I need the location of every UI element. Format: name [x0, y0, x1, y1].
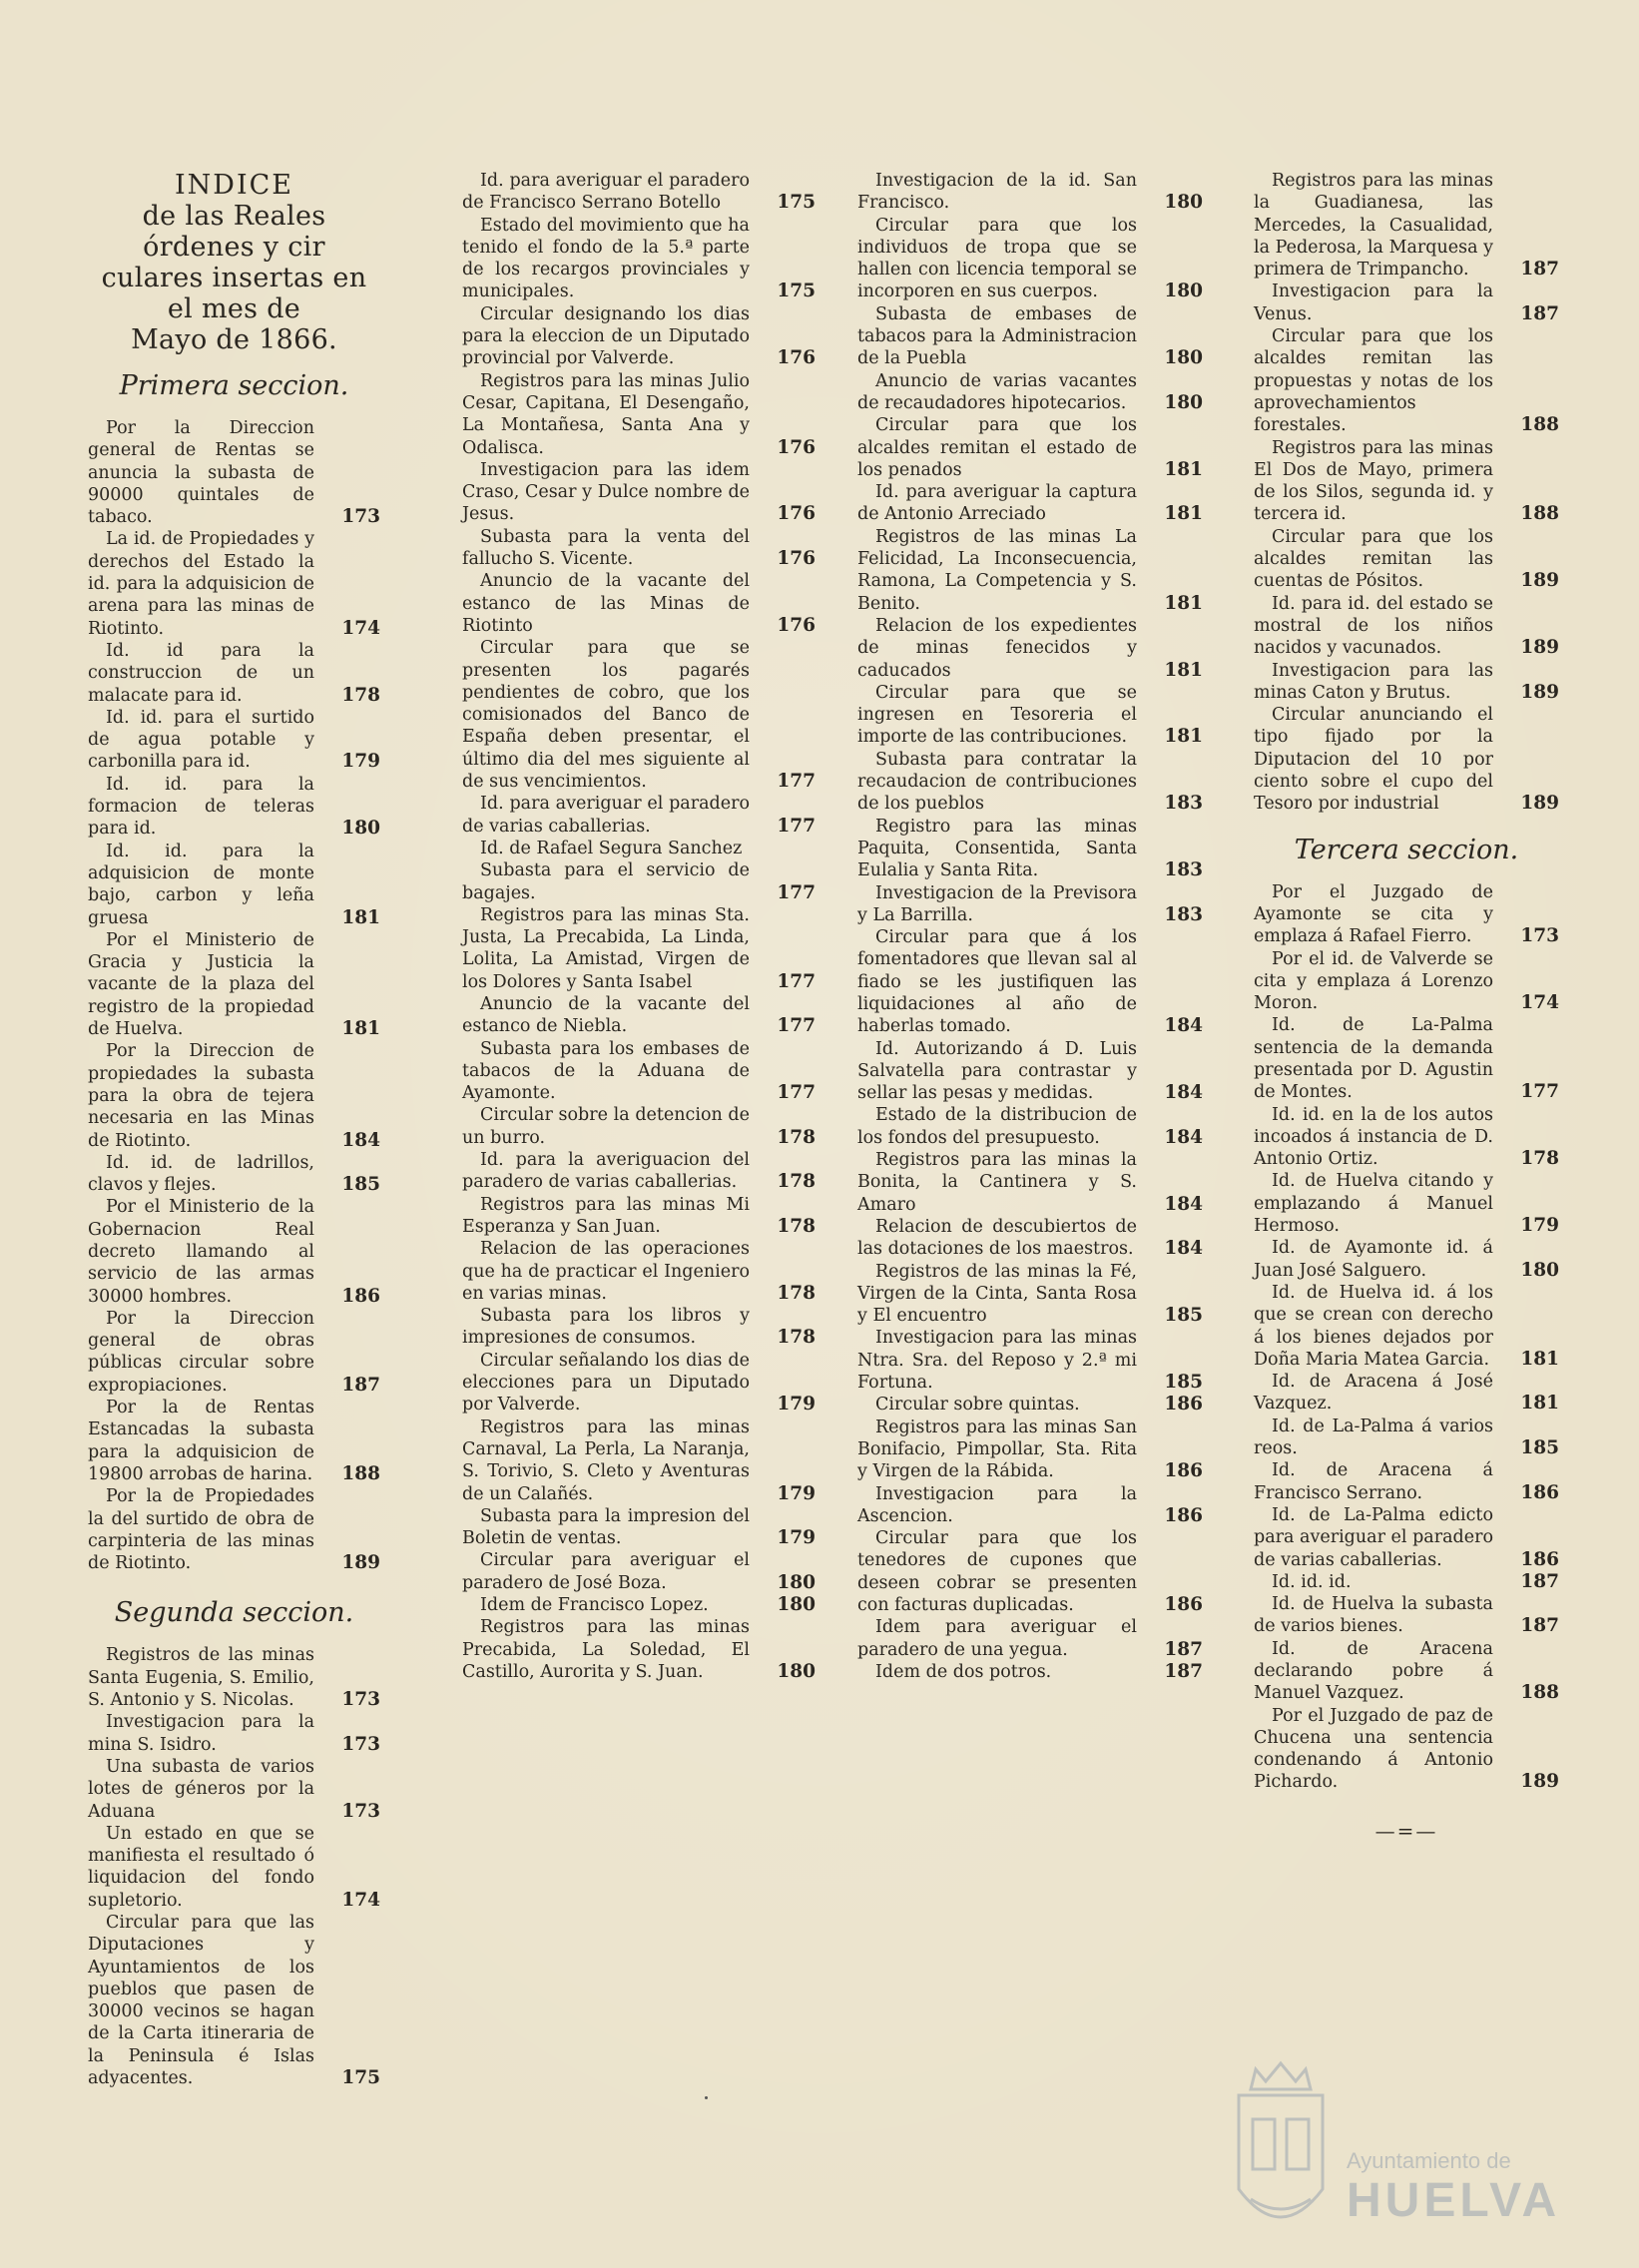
entry-text: Subasta para la venta del fallucho S. Vicente.	[462, 526, 750, 570]
entry-page-number: 181	[341, 906, 380, 928]
index-entry	[857, 1261, 1203, 1328]
entry-page-number: 186	[1520, 1481, 1559, 1503]
index-entry	[88, 1308, 380, 1397]
entry-text: Circular señalando los dias de elecciones para un Diputado por Valverde.	[462, 1350, 750, 1416]
entry-text: Circular para que se presenten los pagarés pendientes de cobro, que los comisionados del Banco de España deben presentar, el último dia del mes siguiente al de sus vencimientos.	[462, 638, 750, 793]
index-entry	[1254, 593, 1559, 660]
entry-text: Circular sobre quintas.	[875, 1395, 1080, 1416]
index-entry	[857, 1616, 1203, 1661]
entry-text: Investigacion de la id. San Francisco.	[857, 171, 1137, 214]
entry-page-number: 184	[1164, 1015, 1203, 1037]
entry-text: Por el Ministerio de Gracia y Justicia la vacante de la plaza del registro de la propiedad de Huelva.	[88, 929, 314, 1040]
entry-page-number: 186	[1164, 1460, 1203, 1482]
index-entry	[1254, 1371, 1559, 1416]
entry-list-col4-segunda	[1254, 170, 1559, 816]
entry-text: Anuncio de varias vacantes de recaudadores hipotecarios.	[857, 370, 1137, 413]
entry-page-number: 179	[341, 751, 380, 773]
entry-text: Por la Direccion de propiedades la subasta para la obra de tejera necesaria en las Minas de Riotinto.	[88, 1041, 314, 1151]
entry-text: Subasta para la impresion del Boletin de ventas.	[462, 1505, 750, 1549]
entry-text: Estado del movimiento que ha tenido el fondo de la 5.ª parte de los recargos provinciales y municipales.	[462, 215, 750, 302]
entry-text: Subasta para los libros y impresiones de consumos.	[462, 1306, 750, 1349]
entry-page-number: 178	[777, 1282, 816, 1304]
index-entry	[857, 1661, 1203, 1683]
section-heading-tercera: Tercera seccion.	[1294, 834, 1519, 865]
index-entry	[88, 707, 380, 774]
column-2	[462, 170, 816, 1683]
index-entry	[462, 1594, 816, 1616]
entry-list-segunda	[88, 1644, 380, 2089]
index-entry	[88, 1485, 380, 1574]
index-entry	[1254, 704, 1559, 815]
entry-page-number: 188	[1520, 1682, 1559, 1704]
entry-page-number: 175	[341, 2067, 380, 2089]
entry-text: Registros para las minas la Guadianesa, las Mercedes, la Casualidad, la Pederosa, la Marquesa y primera de Trimpancho.	[1254, 171, 1493, 281]
index-entry	[462, 793, 816, 838]
index-entry	[857, 1104, 1203, 1149]
index-entry	[462, 1104, 816, 1149]
index-entry	[857, 1216, 1203, 1261]
entry-text: Id. para averiguar el paradero de Francisco Serrano Botello	[462, 171, 750, 214]
entry-page-number: 189	[1520, 793, 1559, 815]
entry-page-number: 180	[777, 1571, 816, 1593]
entry-text: Id. de Huelva id. á los que se crean con derecho á los bienes dejados por Doña Maria Matea Garcia.	[1254, 1282, 1493, 1370]
index-entry	[857, 1038, 1203, 1105]
title-line-2: de las Reales órdenes y cir	[142, 201, 326, 263]
index-entry	[857, 215, 1203, 303]
index-entry	[88, 774, 380, 841]
index-entry	[1254, 1170, 1559, 1237]
entry-page-number: 187	[1520, 259, 1559, 281]
index-entry	[857, 1483, 1203, 1528]
entry-text: Circular sobre la detencion de un burro.	[462, 1105, 750, 1148]
index-entry	[462, 459, 816, 526]
entry-text: Registros para las minas Mi Esperanza y San Juan.	[462, 1194, 750, 1237]
entry-page-number: 180	[1164, 192, 1203, 214]
index-entry	[1254, 325, 1559, 436]
entry-page-number: 177	[777, 771, 816, 793]
entry-text: Registro para las minas Paquita, Consentida, Santa Eulalia y Santa Rita.	[857, 816, 1137, 881]
index-entry	[462, 1549, 816, 1594]
index-entry	[462, 170, 816, 215]
index-entry	[857, 682, 1203, 749]
index-entry	[88, 929, 380, 1040]
entry-text: Circular para que los alcaldes remitan las propuestas y notas de los aprovechamientos forestales.	[1254, 326, 1493, 436]
index-entry	[1254, 1104, 1559, 1171]
entry-page-number: 177	[1520, 1081, 1559, 1103]
entry-text: Registros para las minas El Dos de Mayo, primera de los Silos, segunda id. y tercera id.	[1254, 437, 1493, 525]
entry-text: Circular para que los individuos de tropa que se hallen con licencia temporal se incorporen en sus cuerpos.	[857, 215, 1137, 302]
entry-page-number: 174	[341, 617, 380, 639]
entry-page-number: 184	[1164, 1082, 1203, 1104]
column-4	[1254, 170, 1559, 1842]
entry-text: Investigacion para las minas Ntra. Sra. del Reposo y 2.ª mi Fortuna.	[857, 1328, 1137, 1394]
index-entry	[88, 1711, 380, 1756]
entry-page-number: 181	[1164, 726, 1203, 748]
entry-page-number: 185	[1164, 1305, 1203, 1327]
index-entry	[462, 1238, 816, 1305]
entry-page-number: 181	[1164, 458, 1203, 480]
paper-speck	[705, 2096, 708, 2099]
entry-page-number: 186	[341, 1285, 380, 1307]
index-entry	[1254, 1014, 1559, 1103]
entry-page-number: 177	[777, 970, 816, 992]
entry-text: Relacion de los expedientes de minas fenecidos y caducados	[857, 615, 1137, 681]
entry-text: Circular para que los tenedores de cupones que deseen cobrar se presenten con facturas duplicadas.	[857, 1528, 1137, 1615]
index-entry	[1254, 660, 1559, 705]
entry-text: Id. para averiguar el paradero de varias caballerias.	[462, 794, 750, 837]
entry-page-number: 178	[777, 1215, 816, 1237]
entry-page-number: 176	[777, 436, 816, 458]
entry-page-number: 177	[777, 1015, 816, 1037]
entry-page-number: 183	[1164, 903, 1203, 925]
index-entry	[1254, 1282, 1559, 1371]
entry-page-number: 173	[341, 1800, 380, 1822]
entry-page-number: 179	[777, 1527, 816, 1549]
index-entry	[462, 526, 816, 571]
watermark-line-2: HUELVA	[1347, 2174, 1561, 2227]
index-entry	[462, 1505, 816, 1550]
entry-page-number: 184	[1164, 1238, 1203, 1260]
entry-text: Registros para las minas San Bonifacio, Pimpollar, Sta. Rita y Virgen de la Rábida.	[857, 1417, 1137, 1482]
entry-page-number: 185	[341, 1174, 380, 1196]
index-entry	[88, 1196, 380, 1307]
index-entry	[1254, 948, 1559, 1015]
end-ornament: —=—	[1374, 1818, 1438, 1843]
index-entry	[462, 1616, 816, 1683]
title-line-3: culares insertas en el mes de	[101, 263, 367, 324]
entry-page-number: 178	[1520, 1148, 1559, 1170]
entry-text: Circular para averiguar el paradero de José Boza.	[462, 1550, 750, 1593]
entry-text: Circular anunciando el tipo fijado por la Diputacion del 10 por ciento sobre el cupo del Tesoro por industrial	[1254, 705, 1493, 815]
entry-page-number: 180	[341, 818, 380, 840]
index-entry	[1254, 1705, 1559, 1794]
entry-text: Id. id. en la de los autos incoados á instancia de D. Antonio Ortiz.	[1254, 1104, 1493, 1170]
entry-page-number: 184	[341, 1129, 380, 1151]
index-entry	[1254, 1571, 1559, 1593]
entry-text: Id. id. para el surtido de agua potable y carbonilla para id.	[88, 707, 314, 773]
index-entry	[1254, 1237, 1559, 1282]
entry-text: Circular para que á los fomentadores que llevan sal al fiado se les justifiquen las liquidaciones al año de haberlas tomado.	[857, 927, 1137, 1037]
entry-page-number: 186	[1164, 1504, 1203, 1526]
title-line-4: Mayo de 1866.	[131, 324, 337, 355]
entry-page-number: 186	[1164, 1394, 1203, 1416]
entry-page-number: 174	[341, 1889, 380, 1911]
index-entry	[462, 1417, 816, 1505]
entry-text: Circular para que las Diputaciones y Ayuntamientos de los pueblos que pasen de 30000 vecinos se hagan de la Carta itineraria de la Peninsula é Islas adyacentes.	[88, 1913, 314, 2089]
entry-text: Investigacion para las idem Craso, Cesar y Dulce nombre de Jesus.	[462, 459, 750, 525]
index-entry	[857, 749, 1203, 816]
entry-page-number: 188	[1520, 414, 1559, 436]
entry-list-col3	[857, 170, 1203, 1683]
entry-list-col2	[462, 170, 816, 1683]
watermark-line-1: Ayuntamiento de	[1347, 2148, 1511, 2173]
index-entry	[462, 570, 816, 637]
index-entry	[462, 993, 816, 1038]
entry-page-number: 173	[341, 1733, 380, 1755]
entry-text: Registros para las minas Sta. Justa, La Precabida, La Linda, Lolita, La Amistad, Virgen de los Dolores y Santa Isabel	[462, 904, 750, 992]
index-entry	[88, 640, 380, 707]
entry-page-number: 176	[777, 548, 816, 570]
entry-text: Registros de las minas la Fé, Virgen de la Cinta, Santa Rosa y El encuentro	[857, 1261, 1137, 1327]
entry-text: Circular para que los alcaldes remitan las cuentas de Pósitos.	[1254, 526, 1493, 592]
entry-text: Relacion de descubiertos de las dotaciones de los maestros.	[857, 1216, 1137, 1260]
entry-text: Subasta de embases de tabacos para la Administracion de la Puebla	[857, 303, 1137, 369]
entry-page-number: 184	[1164, 1126, 1203, 1148]
index-entry	[462, 1194, 816, 1239]
index-entry	[88, 1397, 380, 1485]
entry-page-number: 180	[1164, 281, 1203, 302]
entry-page-number: 181	[1520, 1393, 1559, 1415]
entry-page-number: 189	[1520, 1771, 1559, 1793]
index-entry	[857, 1394, 1203, 1416]
entry-text: Registros de las minas La Felicidad, La Inconsecuencia, Ramona, La Competencia y S. Benito.	[857, 526, 1137, 614]
entry-text: Id. Autorizando á D. Luis Salvatella para contrastar y sellar las pesas y medidas.	[857, 1038, 1137, 1104]
entry-text: Por el Juzgado de paz de Chucena una sentencia condenando á Antonio Pichardo.	[1254, 1705, 1493, 1793]
entry-text: Una subasta de varios lotes de géneros por la Aduana	[88, 1756, 314, 1822]
index-title	[88, 170, 380, 355]
entry-text: Id. id. id.	[1272, 1571, 1352, 1592]
entry-text: Registros para las minas la Bonita, la Cantinera y S. Amaro	[857, 1150, 1137, 1215]
entry-text: Subasta para contratar la recaudacion de contribuciones de los pueblos	[857, 749, 1137, 815]
column-1	[88, 170, 380, 2089]
entry-text: Un estado en que se manifiesta el resultado ó liquidacion del fondo supletorio.	[88, 1823, 314, 1911]
entry-text: Circular para que se ingresen en Tesoreria el importe de las contribuciones.	[857, 682, 1137, 748]
entry-text: Por la de Propiedades la del surtido de obra de carpinteria de las minas de Riotinto.	[88, 1486, 314, 1574]
index-entry	[1254, 1459, 1559, 1504]
entry-text: Id. de Aracena declarando pobre á Manuel Vazquez.	[1254, 1638, 1493, 1704]
entry-page-number: 178	[777, 1327, 816, 1349]
index-entry	[857, 816, 1203, 882]
index-entry	[462, 303, 816, 370]
entry-text: Id. id para la construccion de un malacate para id.	[88, 640, 314, 706]
index-entry	[857, 1417, 1203, 1483]
entry-page-number: 176	[777, 347, 816, 369]
entry-text: Id. de La-Palma á varios reos.	[1254, 1416, 1493, 1459]
coat-of-arms-icon	[1221, 2049, 1341, 2249]
entry-text: Idem para averiguar el paradero de una yegua.	[857, 1617, 1137, 1660]
index-entry	[1254, 526, 1559, 593]
entry-text: Idem de dos potros.	[875, 1661, 1052, 1682]
index-entry	[1254, 881, 1559, 948]
entry-text: Id. de Huelva la subasta de varios bienes.	[1254, 1594, 1493, 1637]
entry-page-number: 181	[1520, 1348, 1559, 1370]
index-entry	[857, 414, 1203, 481]
entry-page-number: 188	[1520, 503, 1559, 525]
entry-page-number: 173	[341, 1689, 380, 1711]
index-entry	[462, 838, 816, 859]
entry-text: Id. de La-Palma edicto para averiguar el paradero de varias caballerias.	[1254, 1504, 1493, 1570]
index-entry	[462, 1149, 816, 1194]
entry-page-number: 186	[1520, 1548, 1559, 1570]
entry-text: Id. para averiguar la captura de Antonio Arreciado	[857, 482, 1137, 525]
entry-text: Id. de Aracena á Francisco Serrano.	[1254, 1460, 1493, 1503]
entry-text: Id. de Rafael Segura Sanchez	[480, 838, 743, 858]
entry-text: Subasta para el servicio de bagajes.	[462, 860, 750, 903]
entry-page-number: 189	[1520, 637, 1559, 659]
entry-page-number: 188	[341, 1462, 380, 1484]
entry-text: Circular designando los dias para la eleccion de un Diputado provincial por Valverde.	[462, 303, 750, 369]
index-entry	[857, 882, 1203, 927]
index-entry	[88, 1912, 380, 2089]
entry-text: Por la Direccion general de obras públicas circular sobre expropiaciones.	[88, 1308, 314, 1396]
entry-page-number: 176	[777, 614, 816, 636]
index-entry	[1254, 1416, 1559, 1460]
entry-page-number: 180	[1164, 391, 1203, 413]
index-entry	[88, 528, 380, 639]
entry-text: Investigacion de la Previsora y La Barrilla.	[857, 882, 1137, 925]
entry-list-primera	[88, 417, 380, 1574]
index-entry	[88, 1644, 380, 1711]
entry-page-number: 185	[1164, 1372, 1203, 1394]
entry-text: Id. de Huelva citando y emplazando á Manuel Hermoso.	[1254, 1171, 1493, 1237]
index-entry	[462, 859, 816, 904]
index-entry	[462, 904, 816, 993]
index-entry	[857, 1327, 1203, 1394]
entry-page-number: 177	[777, 1082, 816, 1104]
entry-text: Por el Ministerio de la Gobernacion Real decreto llamando al servicio de las armas 30000 hombres.	[88, 1197, 314, 1307]
entry-text: Investigacion para las minas Caton y Brutus.	[1254, 660, 1493, 703]
entry-text: Id. de Aracena á José Vazquez.	[1254, 1372, 1493, 1415]
entry-page-number: 180	[1520, 1259, 1559, 1281]
index-entry	[857, 526, 1203, 615]
entry-page-number: 181	[1164, 503, 1203, 525]
index-entry	[88, 841, 380, 929]
entry-text: Investigacion para la Ascencion.	[857, 1483, 1137, 1526]
index-entry	[1254, 1504, 1559, 1571]
entry-text: Registros para las minas Julio Cesar, Capitana, El Desengaño, La Montañesa, Santa Ana y Odalisca.	[462, 370, 750, 458]
entry-page-number: 186	[1164, 1594, 1203, 1615]
entry-page-number: 187	[1520, 302, 1559, 324]
entry-page-number: 181	[1164, 592, 1203, 614]
index-entry	[462, 1038, 816, 1105]
title-line-1: INDICE	[175, 170, 293, 201]
index-entry	[1254, 1593, 1559, 1638]
entry-page-number: 178	[777, 1171, 816, 1193]
index-entry	[1254, 281, 1559, 325]
entry-page-number: 183	[1164, 793, 1203, 815]
index-entry	[857, 926, 1203, 1037]
entry-text: Por el Juzgado de Ayamonte se cita y emplaza á Rafael Fierro.	[1254, 881, 1493, 947]
index-entry	[462, 1305, 816, 1350]
entry-text: Id. id. de ladrillos, clavos y flejes.	[88, 1152, 314, 1196]
entry-text: Id. de La-Palma sentencia de la demanda presentada por D. Agustin de Montes.	[1254, 1015, 1493, 1103]
entry-page-number: 179	[1520, 1215, 1559, 1237]
entry-text: Investigacion para la mina S. Isidro.	[88, 1712, 314, 1755]
index-entry	[462, 215, 816, 303]
entry-text: Por la Direccion general de Rentas se anuncia la subasta de 90000 quintales de tabaco.	[88, 418, 314, 528]
entry-page-number: 187	[1164, 1638, 1203, 1660]
entry-text: Por la de Rentas Estancadas la subasta para la adquisicion de 19800 arrobas de harina.	[88, 1398, 314, 1484]
index-entry	[462, 637, 816, 793]
entry-text: Relacion de las operaciones que ha de practicar el Ingeniero en varias minas.	[462, 1239, 750, 1304]
entry-text: Anuncio de la vacante del estanco de las Minas de Riotinto	[462, 571, 750, 636]
entry-page-number: 189	[1520, 681, 1559, 703]
index-entry	[857, 615, 1203, 682]
index-entry	[857, 481, 1203, 526]
index-entry	[1254, 170, 1559, 281]
entry-text: Subasta para los embases de tabacos de la Aduana de Ayamonte.	[462, 1038, 750, 1104]
entry-page-number: 185	[1520, 1437, 1559, 1459]
index-entry	[857, 303, 1203, 370]
huelva-watermark	[1221, 2049, 1598, 2249]
entry-list-tercera	[1254, 881, 1559, 1794]
entry-text: Id. para id. del estado se mostral de los niños nacidos y vacunados.	[1254, 593, 1493, 659]
entry-page-number: 189	[341, 1552, 380, 1574]
entry-page-number: 183	[1164, 859, 1203, 881]
entry-text: Registros de las minas Santa Eugenia, S. Emilio, S. Antonio y S. Nicolas.	[88, 1645, 314, 1711]
entry-page-number: 180	[1164, 347, 1203, 369]
entry-text: Estado de la distribucion de los fondos del presupuesto.	[857, 1105, 1137, 1148]
entry-text: Id. para la averiguacion del paradero de varias caballerias.	[462, 1150, 750, 1193]
entry-text: Idem de Francisco Lopez.	[480, 1595, 709, 1615]
entry-page-number: 181	[1164, 659, 1203, 681]
index-entry	[88, 1823, 380, 1912]
entry-text: Id. id. para la formacion de teleras para id.	[88, 774, 314, 840]
index-entry	[857, 1149, 1203, 1216]
entry-text: Registros para las minas Carnaval, La Perla, La Naranja, S. Torivio, S. Cleto y Aventuras de un Calañés.	[462, 1417, 750, 1504]
entry-page-number: 187	[1164, 1660, 1203, 1682]
entry-page-number: 187	[1520, 1570, 1559, 1592]
index-entry	[88, 1040, 380, 1151]
entry-page-number: 180	[777, 1594, 816, 1615]
entry-page-number: 181	[341, 1018, 380, 1040]
index-entry	[88, 417, 380, 528]
section-heading-primera: Primera seccion.	[119, 370, 349, 401]
entry-text: Id. de Ayamonte id. á Juan José Salguero.	[1254, 1238, 1493, 1281]
entry-page-number: 184	[1164, 1193, 1203, 1215]
entry-text: Investigacion para la Venus.	[1254, 282, 1493, 324]
entry-page-number: 189	[1520, 570, 1559, 592]
entry-page-number: 173	[1520, 925, 1559, 947]
entry-page-number: 175	[777, 281, 816, 302]
index-entry	[857, 1527, 1203, 1616]
entry-text: Por el id. de Valverde se cita y emplaza á Lorenzo Moron.	[1254, 948, 1493, 1014]
column-3	[857, 170, 1203, 1683]
entry-page-number: 187	[341, 1374, 380, 1396]
entry-page-number: 174	[1520, 992, 1559, 1014]
entry-page-number: 175	[777, 192, 816, 214]
index-entry	[857, 170, 1203, 215]
index-entry	[88, 1756, 380, 1823]
entry-page-number: 177	[777, 815, 816, 837]
index-entry	[1254, 1638, 1559, 1705]
entry-page-number: 187	[1520, 1615, 1559, 1637]
entry-page-number: 178	[341, 684, 380, 706]
entry-text: Circular para que los alcaldes remitan el estado de los penados	[857, 415, 1137, 480]
index-entry	[462, 1350, 816, 1417]
entry-page-number: 173	[341, 506, 380, 528]
index-entry	[1254, 437, 1559, 526]
entry-page-number: 177	[777, 881, 816, 903]
section-heading-segunda: Segunda seccion.	[114, 1597, 354, 1629]
entry-text: La id. de Propiedades y derechos del Estado la id. para la adquisicion de arena para las minas de Riotinto.	[88, 529, 314, 639]
entry-page-number: 179	[777, 1394, 816, 1416]
index-entry	[88, 1152, 380, 1197]
index-entry	[462, 370, 816, 459]
entry-text: Anuncio de la vacante del estanco de Niebla.	[462, 993, 750, 1037]
entry-page-number: 179	[777, 1482, 816, 1504]
entry-page-number: 178	[777, 1126, 816, 1148]
entry-page-number: 176	[777, 503, 816, 525]
entry-text: Id. id. para la adquisicion de monte bajo, carbon y leña gruesa	[88, 841, 314, 928]
entry-text: Registros para las minas Precabida, La Soledad, El Castillo, Aurorita y S. Juan.	[462, 1617, 750, 1682]
index-entry	[857, 370, 1203, 415]
entry-page-number: 180	[777, 1660, 816, 1682]
